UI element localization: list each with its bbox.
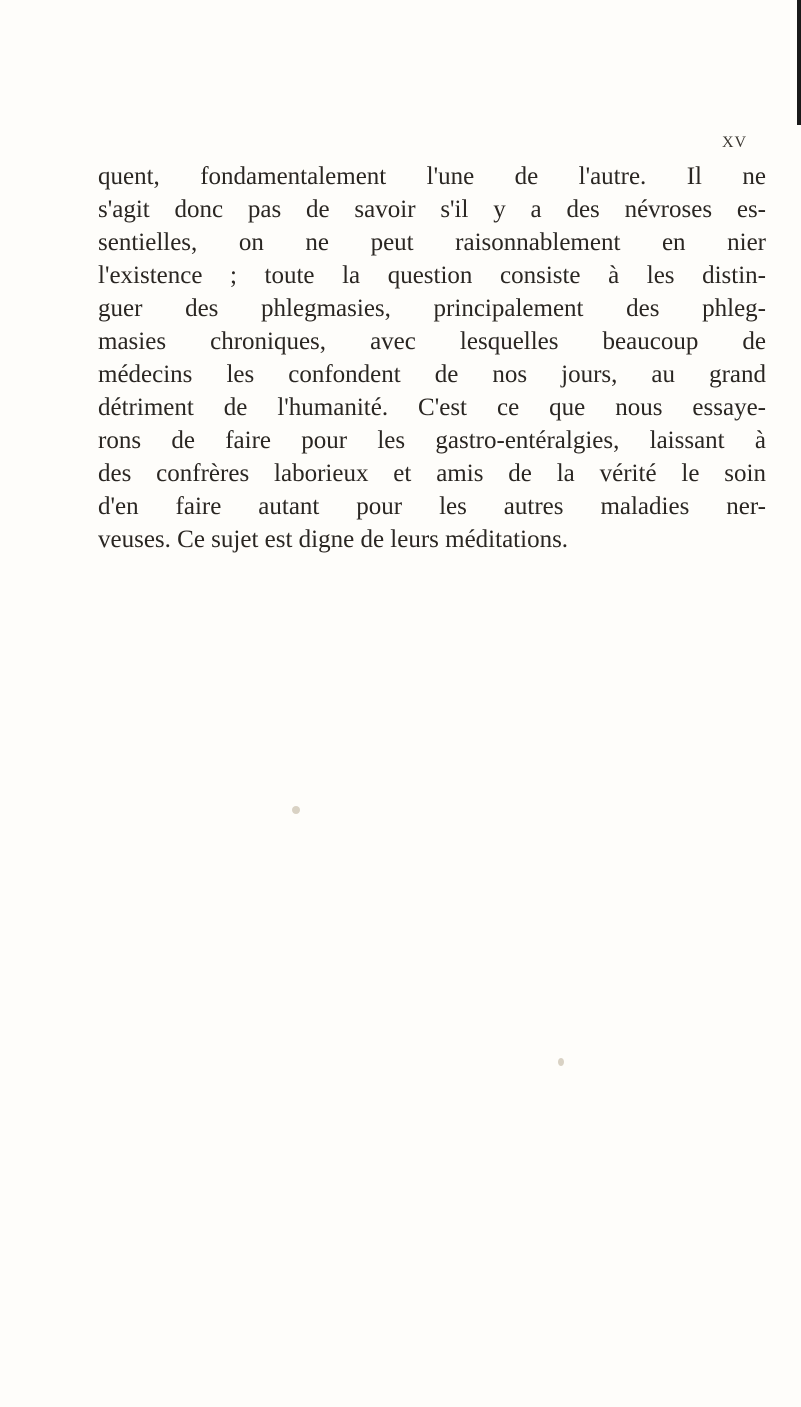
text-line: s'agit donc pas de savoir s'il y a des névroses es- [98, 196, 766, 223]
paper-speck [292, 806, 300, 814]
text-line: d'en faire autant pour les autres maladies ner- [98, 493, 766, 520]
text-line: quent, fondamentalement l'une de l'autre. Il ne [98, 163, 766, 190]
text-line: rons de faire pour les gastro-entéralgies, laissant à [98, 427, 766, 454]
body-paragraph [98, 160, 766, 556]
text-line: masies chroniques, avec lesquelles beaucoup de [98, 328, 766, 355]
text-line: veuses. Ce sujet est digne de leurs méditations. [98, 526, 569, 553]
paper-speck [558, 1058, 564, 1066]
text-line: détriment de l'humanité. C'est ce que nous essaye- [98, 394, 766, 421]
text-line: sentielles, on ne peut raisonnablement en nier [98, 229, 766, 256]
text-line: médecins les confondent de nos jours, au grand [98, 361, 766, 388]
text-line: guer des phlegmasies, principalement des phleg- [98, 295, 766, 322]
text-line: l'existence ; toute la question consiste à les distin- [98, 262, 766, 289]
page-edge-shadow [797, 0, 801, 125]
page-number: XV [722, 134, 748, 151]
text-line: des confrères laborieux et amis de la vérité le soin [98, 460, 766, 487]
